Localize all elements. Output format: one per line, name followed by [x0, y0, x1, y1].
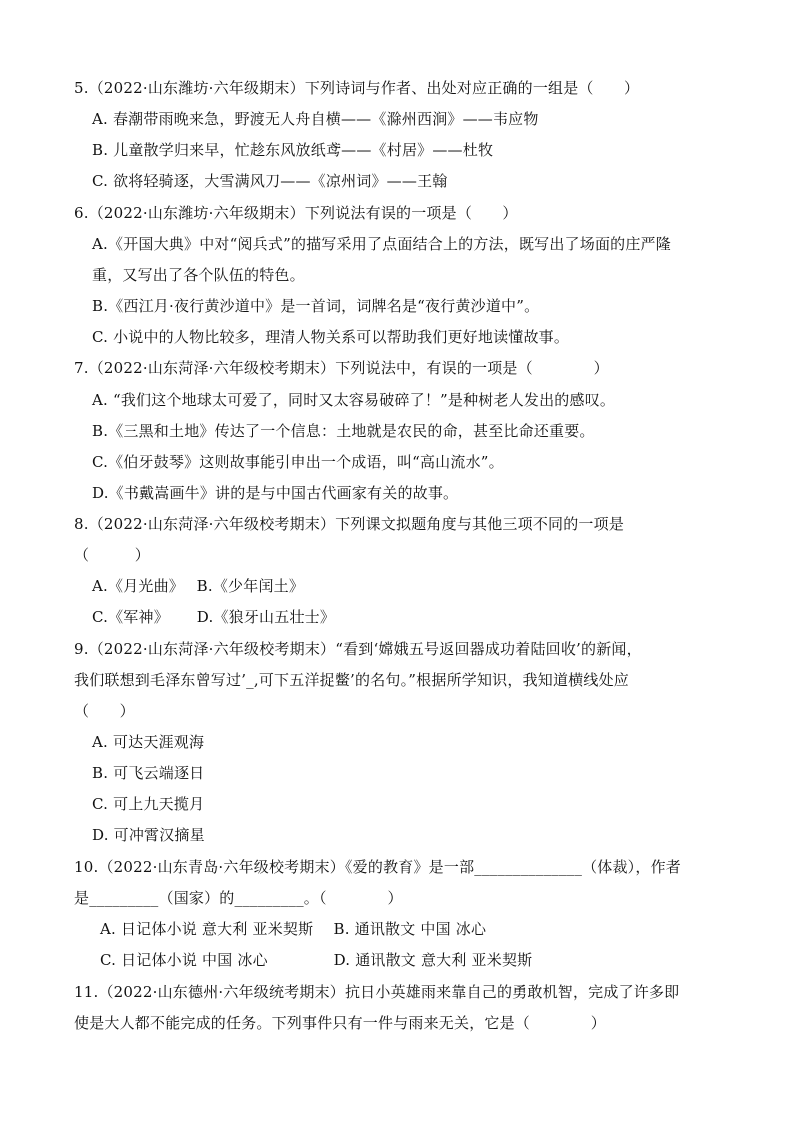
question-9-answer-blank: （ ）: [74, 702, 135, 720]
question-9-option-b: B. 可飞云端逐日: [92, 764, 205, 782]
question-10-options-ab: A. 日记体小说 意大利 亚米契斯 B. 通讯散文 中国 冰心: [100, 920, 487, 938]
question-6-option-a: A.《开国大典》中对“阅兵式”的描写采用了点面结合上的方法，既写出了场面的庄严隆: [92, 235, 671, 253]
question-5-option-b: B. 儿童散学归来早，忙趁东风放纸鸢——《村居》——杜牧: [92, 141, 494, 159]
question-9-option-c: C. 可上九天揽月: [92, 795, 205, 813]
question-6-option-c: C. 小说中的人物比较多，理清人物关系可以帮助我们更好地读懂故事。: [92, 328, 570, 346]
question-9-stem-cont: 我们联想到毛泽东曾写过’_,可下五洋捉鳖’的名句。”根据所学知识，我知道横线处应: [74, 671, 629, 689]
question-10-stem: 10.（2022·山东青岛·六年级校考期末）《爱的教育》是一部______________（体裁），作者: [74, 858, 681, 876]
question-8-stem: 8.（2022·山东菏泽·六年级校考期末）下列课文拟题角度与其他三项不同的一项是: [74, 515, 625, 533]
question-6-option-b: B.《西江月·夜行黄沙道中》是一首词，词牌名是“夜行黄沙道中”。: [92, 297, 540, 315]
question-10-stem-cont: 是_________（国家）的_________。（ ）: [74, 889, 403, 907]
question-6-option-a-cont: 重，又写出了各个队伍的特色。: [92, 266, 305, 284]
question-11-stem: 11.（2022·山东德州·六年级统考期末）抗日小英雄雨来靠自己的勇敢机智，完成了许多即: [74, 983, 680, 1001]
question-7-option-d: D.《书戴嵩画牛》讲的是与中国古代画家有关的故事。: [92, 484, 459, 502]
question-9-option-d: D. 可冲霄汉摘星: [92, 826, 205, 844]
question-6-stem: 6.（2022·山东潍坊·六年级期末）下列说法有误的一项是（ ）: [74, 204, 518, 222]
question-10-options-cd: C. 日记体小说 中国 冰心 D. 通讯散文 意大利 亚米契斯: [100, 951, 533, 969]
question-7-option-c: C.《伯牙鼓琴》这则故事能引申出一个成语，叫“高山流水”。: [92, 453, 504, 471]
question-7-option-b: B.《三黑和土地》传达了一个信息：土地就是农民的命，甚至比命还重要。: [92, 422, 595, 440]
question-5-option-a: A. 春潮带雨晚来急，野渡无人舟自横——《滁州西涧》——韦应物: [92, 110, 539, 128]
question-9-option-a: A. 可达天涯观海: [92, 733, 205, 751]
question-5-option-c: C. 欲将轻骑逐，大雪满风刀——《凉州词》——王翰: [92, 172, 448, 190]
question-11-stem-cont: 使是大人都不能完成的任务。下列事件只有一件与雨来无关，它是（ ）: [74, 1014, 607, 1032]
question-8-options-cd: C.《军神》 D.《狼牙山五壮士》: [92, 608, 336, 626]
question-8-options-ab: A.《月光曲》 B.《少年闰土》: [92, 577, 305, 595]
question-9-stem: 9.（2022·山东菏泽·六年级校考期末）“看到‘嫦娥五号返回器成功着陆回收’的新闻，: [74, 640, 642, 658]
question-7-option-a: A. “我们这个地球太可爱了，同时又太容易破碎了！”是种树老人发出的感叹。: [92, 391, 616, 409]
question-5-stem: 5.（2022·山东潍坊·六年级期末）下列诗词与作者、出处对应正确的一组是（ ）: [74, 79, 640, 97]
question-8-answer-blank: （ ）: [74, 546, 151, 564]
question-7-stem: 7.（2022·山东菏泽·六年级校考期末）下列说法中，有误的一项是（ ）: [74, 359, 609, 377]
